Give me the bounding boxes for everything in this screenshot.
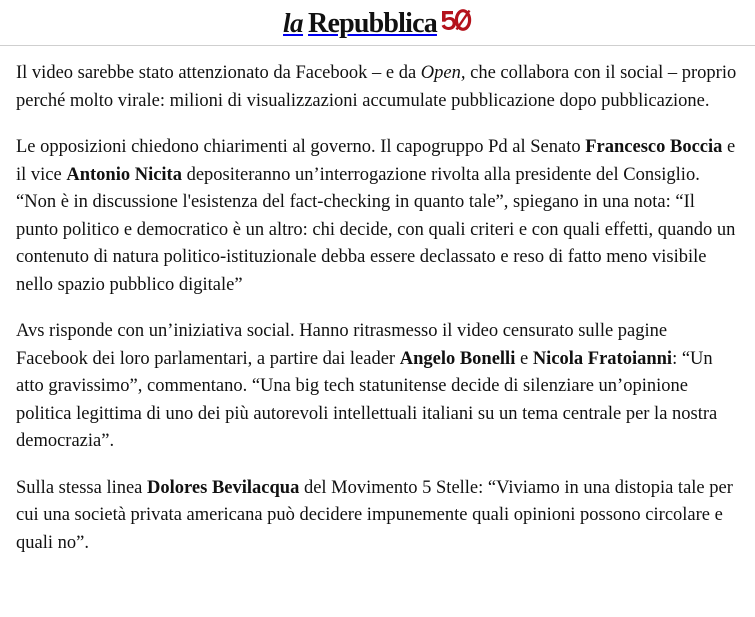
text-run: del Movimento 5 Stelle: “Viviamo in una distopia tale per cui una società privata americana può decidere impunemente quali opinioni possono circolare e quali no”. — [16, 477, 733, 553]
logo-repubblica-text: Repubblica — [308, 7, 437, 39]
repubblica-logo[interactable] — [283, 6, 472, 40]
text-run: e — [515, 348, 533, 369]
text-run-bold: Nicola Fratoianni — [532, 348, 673, 369]
anniversary-50-icon — [438, 7, 472, 33]
text-run: : “Un atto gravissimo”, commentano. “Una big tech statunitense decide di silenziare un’opinione politica legittima di uno dei più autorevoli intellettuali italiani su un tema centrale per la nostra democrazia”. — [16, 348, 718, 451]
text-run-bold: Antonio Nicita — [66, 164, 182, 185]
text-run-bold: Francesco Boccia — [585, 137, 723, 157]
text-run-italic: Open, — [420, 63, 466, 83]
text-run: depositeranno un’interrogazione rivolta alla presidente del Consiglio. “Non è in discussione l'esistenza del fact-checking in quanto tale”, spiegano in una nota: “Il punto politico e democratico è un altro: chi decide, con quali criteri e con quali effetti, quando un contenuto di natura politico-istituzionale debba essere declassato e reso di fatto meno visibile nello spazio pubblico digitale” — [16, 164, 736, 295]
text-run-bold: Angelo Bonelli — [399, 348, 516, 369]
text-run: Le opposizioni chiedono chiarimenti al governo. Il capogruppo Pd al Senato — [16, 137, 586, 157]
site-masthead — [0, 0, 755, 46]
text-run: Il video sarebbe stato attenzionato da Facebook – e da — [16, 63, 421, 83]
article-paragraph — [16, 134, 739, 299]
text-run: Avs risponde con un’iniziativa social. Hanno ritrasmesso il video censurato sulle pagine Facebook dei loro parlamentari, a partire dai leader — [16, 321, 668, 369]
text-run: Sulla stessa linea — [16, 477, 148, 498]
text-run-bold: Dolores Bevilacqua — [147, 477, 300, 498]
text-run: che collabora con il social – proprio perché molto virale: milioni di visualizzazioni accumulate pubblicazione dopo pubblicazione. — [16, 63, 737, 111]
article-body — [0, 46, 755, 557]
article-paragraph — [16, 475, 739, 558]
article-paragraph — [16, 318, 739, 456]
article-paragraph — [16, 60, 739, 115]
logo-la-text: la — [283, 7, 304, 38]
text-run: e il vice — [16, 137, 736, 185]
